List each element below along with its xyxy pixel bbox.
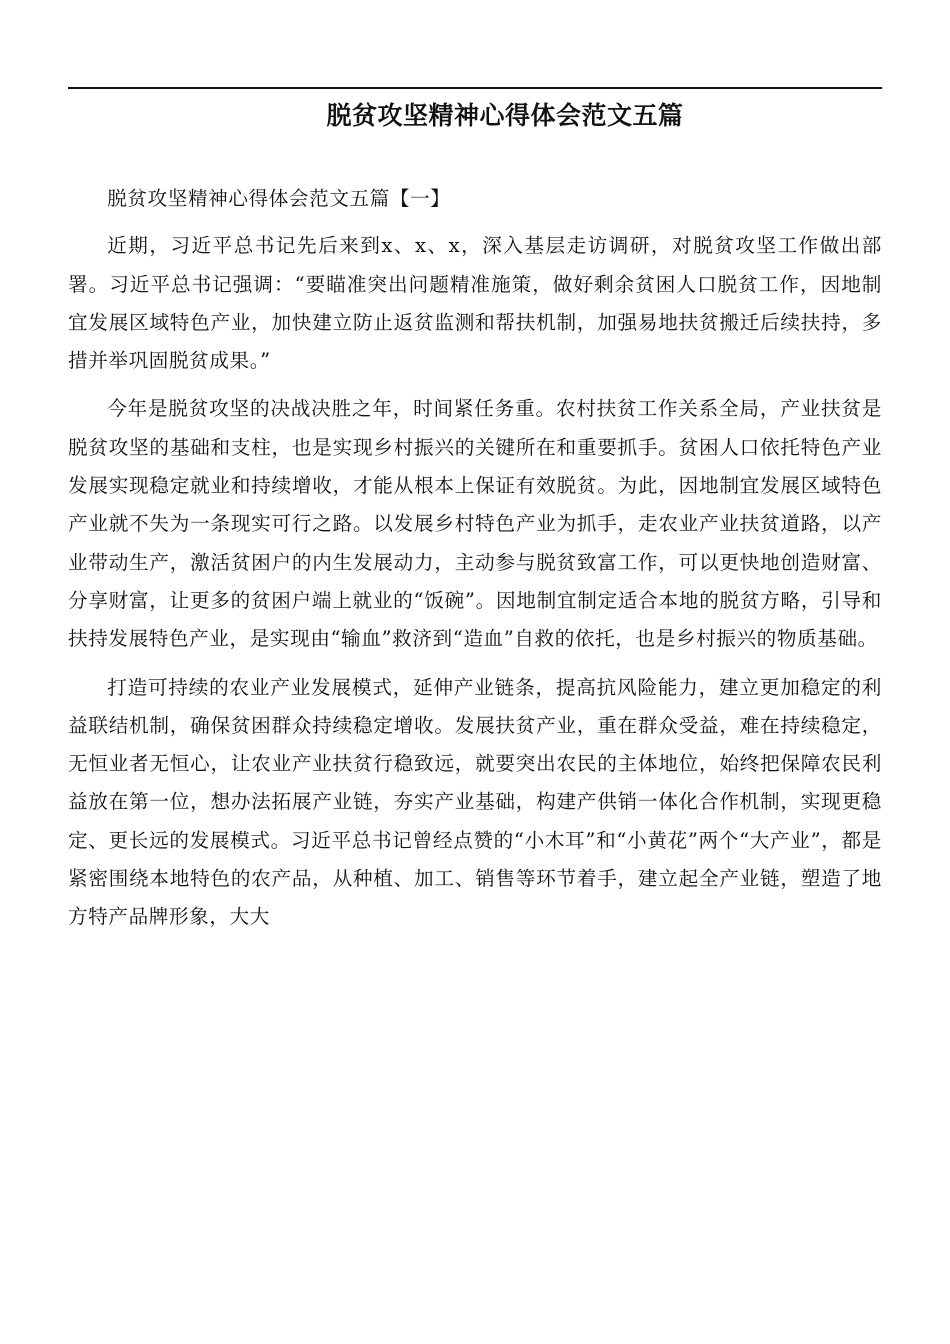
paragraph: 今年是脱贫攻坚的决战决胜之年，时间紧任务重。农村扶贫工作关系全局，产业扶贫是脱贫攻坚的基础和支柱，也是实现乡村振兴的关键所在和重要抓手。贫困人口依托特色产业发展实现稳定就业和持续增收，才能从根本上保证有效脱贫。为此，因地制宜发展区域特色产业就不失为一条现实可行之路。以发展乡村特色产业为抓手，走农业产业扶贫道路，以产业带动生产，激活贫困户的内生发展动力，主动参与脱贫致富工作，可以更快地创造财富、分享财富，让更多的贫困户端上就业的“饭碗”。因地制宜制定适合本地的脱贫方略，引导和扶持发展特色产业，是实现由“输血”救济到“造血”自救的依托，也是乡村振兴的物质基础。 (68, 397, 882, 651)
paragraph: 近期，习近平总书记先后来到x、x、x，深入基层走访调研，对脱贫攻坚工作做出部署。习近平总书记强调：“要瞄准突出问题精准施策，做好剩余贫困人口脱贫工作，因地制宜发展区域特色产业，加快建立防止返贫监测和帮扶机制，加强易地扶贫搬迁后续扶持，多措并举巩固脱贫成果。” (68, 234, 882, 373)
document-title: 脱贫攻坚精神心得体会范文五篇 (326, 101, 684, 130)
header-rule (68, 87, 882, 89)
document-body (68, 180, 882, 947)
section-heading: 脱贫攻坚精神心得体会范文五篇【一】 (107, 187, 451, 210)
paragraph: 打造可持续的农业产业发展模式，延伸产业链条，提高抗风险能力，建立更加稳定的利益联结机制，确保贫困群众持续稳定增收。发展扶贫产业，重在群众受益，难在持续稳定，无恒业者无恒心，让农业产业扶贫行稳致远，就要突出农民的主体地位，始终把保障农民利益放在第一位，想办法拓展产业链，夯实产业基础，构建产供销一体化合作机制，实现更稳定、更长远的发展模式。习近平总书记曾经点赞的“小木耳”和“小黄花”两个“大产业”，都是紧密围绕本地特色的农产品，从种植、加工、销售等环节着手，建立起全产业链，塑造了地方特产品牌形象，大大 (68, 675, 882, 929)
